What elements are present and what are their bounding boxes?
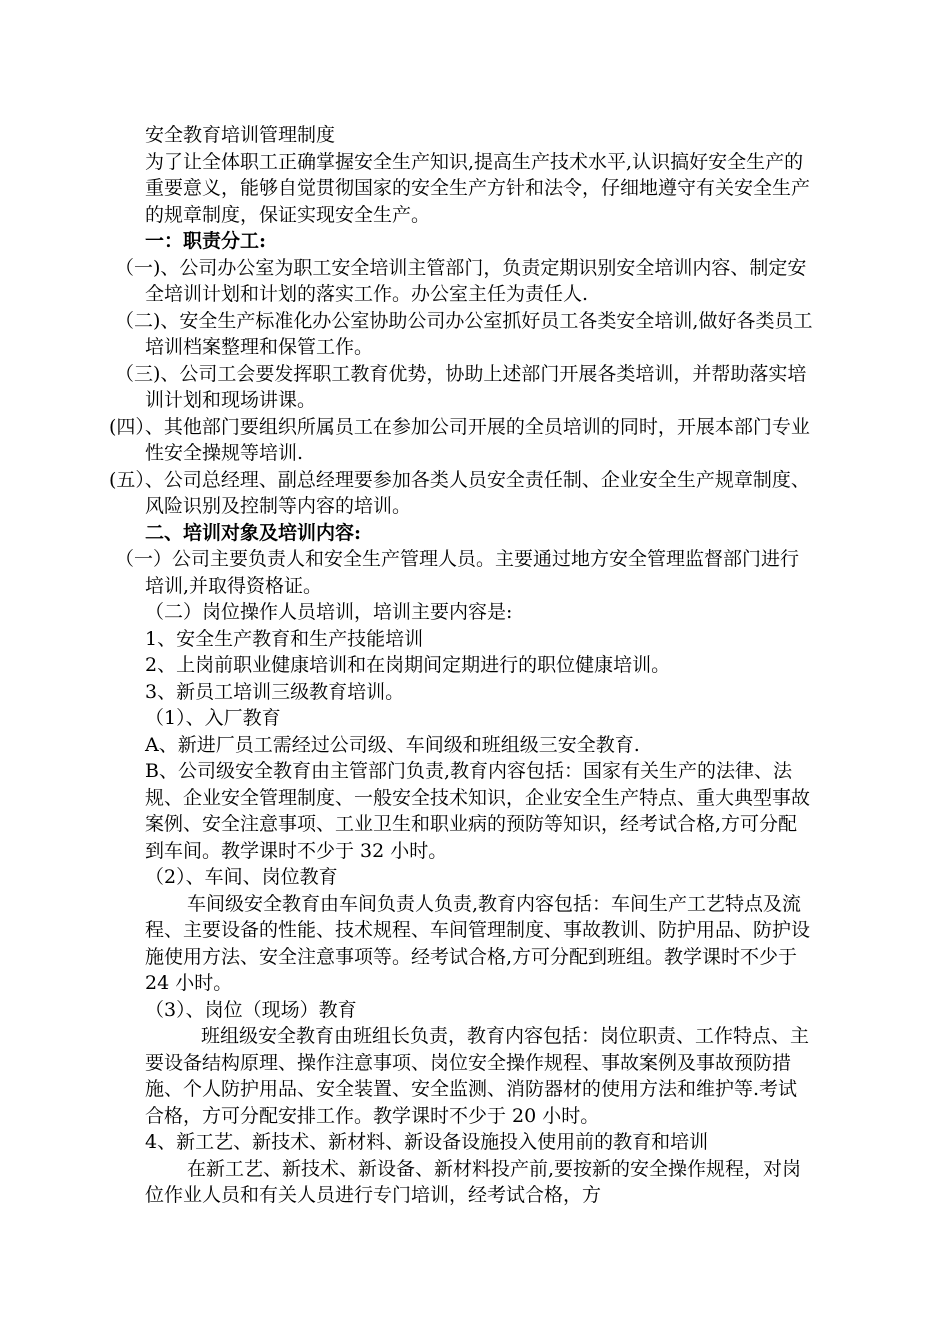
responsibility-item-4: (四）、其他部门要组织所属员工在参加公司开展的全员培训的同时，开展本部门专业性安全操规等培训.: [109, 415, 810, 464]
training-list-item-2: 2、上岗前职业健康培训和在岗期间定期进行的职位健康培训。: [145, 654, 671, 676]
factory-entry-point-b: B、公司级安全教育由主管部门负责,教育内容包括：国家有关生产的法律、法规、企业安全管理制度、一般安全技术知识，企业安全生产特点、重大典型事故案例、安全注意事项、工业卫生和职业病的预防等知识，经考试合格,方可分配到车间。教学课时不少于 32 小时。: [145, 760, 811, 862]
training-list-item-4: 4、新工艺、新技术、新材料、新设备设施投入使用前的教育和培训: [145, 1131, 709, 1153]
subheading-factory-entry: （1）、入厂教育: [145, 707, 281, 729]
training-item-managers: （一）公司主要负责人和安全生产管理人员。主要通过地方安全管理监督部门进行培训,并取得资格证。: [115, 548, 800, 597]
subheading-workshop: （2）、车间、岗位教育: [145, 866, 338, 888]
document-body: [109, 122, 815, 1209]
document-title: 安全教育培训管理制度: [145, 124, 336, 146]
responsibility-item-5: (五）、公司总经理、副总经理要参加各类人员安全责任制、企业安全生产规章制度、风险识别及控制等内容的培训。: [109, 468, 810, 517]
onsite-paragraph: 班组级安全教育由班组长负责，教育内容包括：岗位职责、工作特点、主要设备结构原理、操作注意事项、岗位安全操作规程、事故案例及事故预防措施、个人防护用品、安全装置、安全监测、消防器材的使用方法和维护等.考试合格，方可分配安排工作。教学课时不少于 20 小时。: [145, 1025, 810, 1127]
subheading-onsite: （3）、岗位（现场）教育: [145, 998, 357, 1021]
training-list-item-3: 3、新员工培训三级教育培训。: [145, 680, 405, 703]
training-list-item-1: 1、安全生产教育和生产技能培训: [145, 627, 424, 650]
factory-entry-point-a: A、新进厂员工需经过公司级、车间级和班组级三安全教育.: [145, 733, 640, 756]
intro-paragraph: 为了让全体职工正确掌握安全生产知识,提高生产技术水平,认识搞好安全生产的重要意义，能够自觉贯彻国家的安全生产方针和法令，仔细地遵守有关安全生产的规章制度，保证实现安全生产。: [145, 150, 811, 226]
training-item-operators: （二）岗位操作人员培训，培训主要内容是:: [145, 601, 513, 623]
responsibility-item-1: （一)、公司办公室为职工安全培训主管部门，负责定期识别安全培训内容、制定安全培训计划和计划的落实工作。办公室主任为责任人.: [115, 256, 807, 305]
section-heading-responsibilities: 一：职责分工:: [145, 230, 267, 252]
responsibility-item-2: （二)、安全生产标准化办公室协助公司办公室抓好员工各类安全培训,做好各类员工培训档案整理和保管工作。: [115, 309, 813, 358]
responsibility-item-3: （三)、公司工会要发挥职工教育优势，协助上述部门开展各类培训，并帮助落实培训计划和现场讲课。: [115, 362, 807, 411]
workshop-paragraph: 车间级安全教育由车间负责人负责,教育内容包括：车间生产工艺特点及流程、主要设备的性能、技术规程、车间管理制度、事故教训、防护用品、防护设施使用方法、安全注意事项等。经考试合格,方可分配到班组。教学课时不少于 24 小时。: [145, 892, 811, 994]
section-heading-training: 二、培训对象及培训内容:: [145, 521, 362, 544]
new-technology-paragraph: 在新工艺、新技术、新设备、新材料投产前,要按新的安全操作规程，对岗位作业人员和有关人员进行专门培训，经考试合格，方: [145, 1157, 802, 1206]
